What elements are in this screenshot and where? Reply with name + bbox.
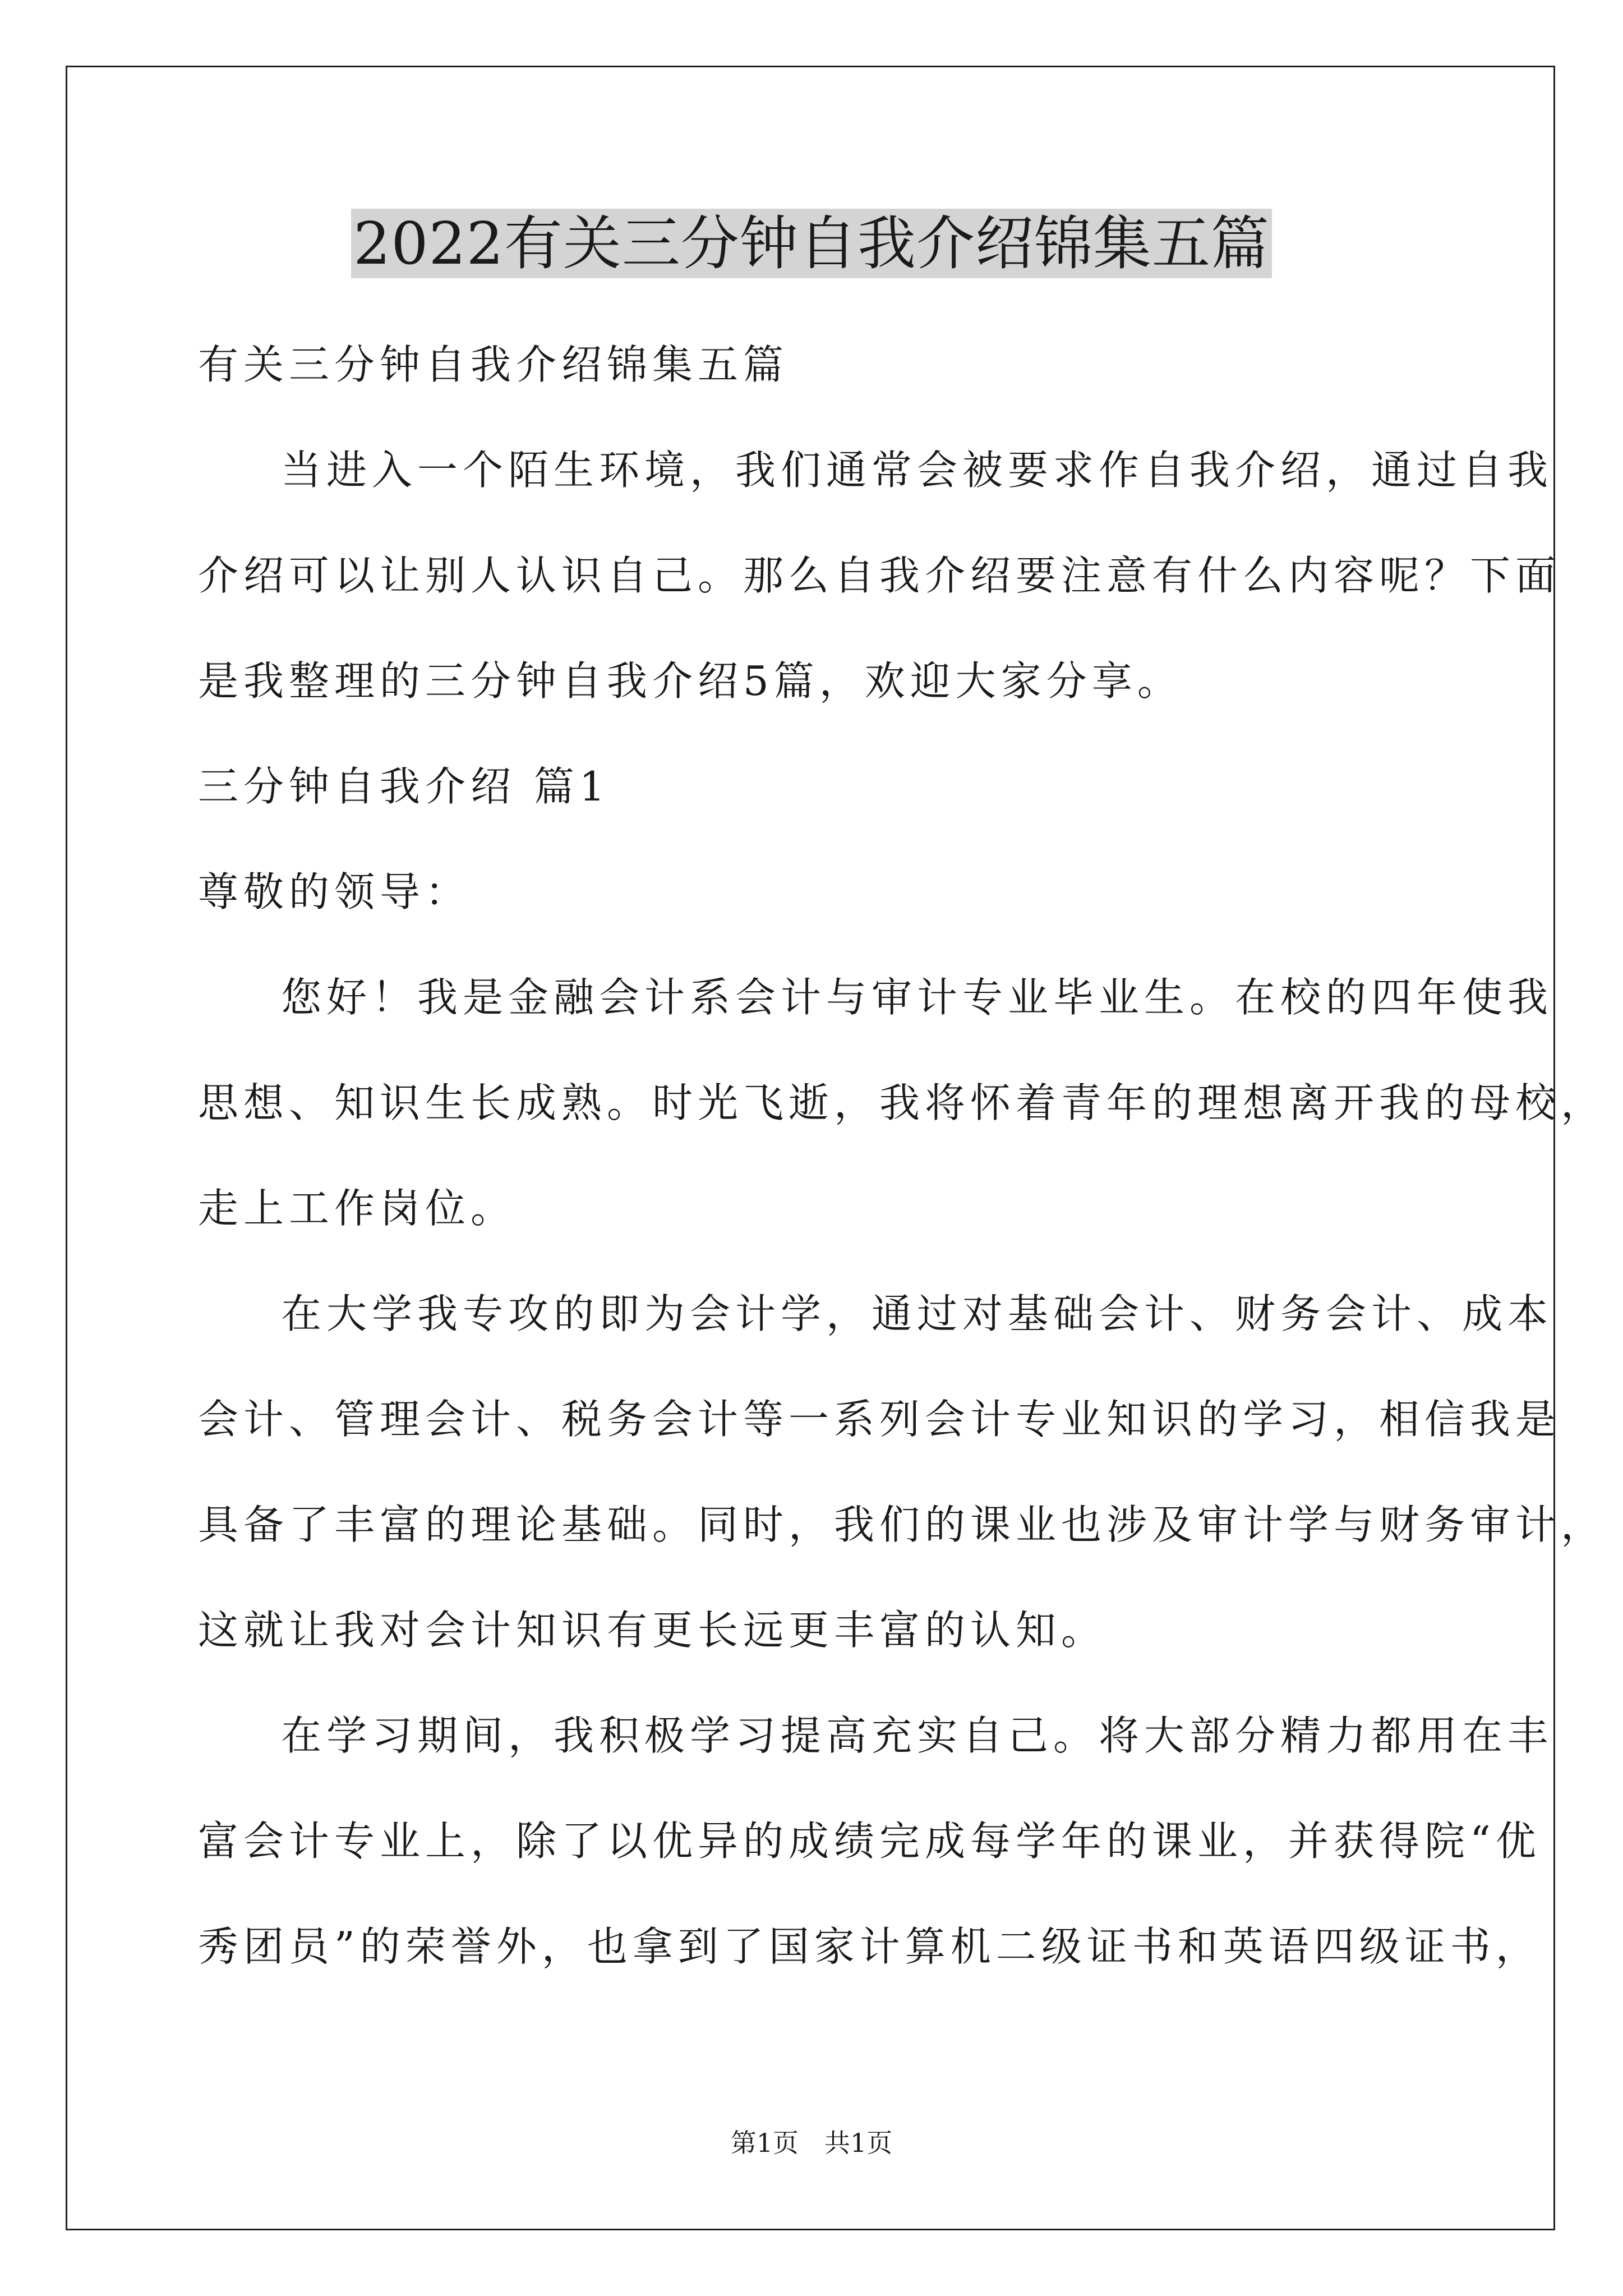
body-line: 当进入一个陌生环境，我们通常会被要求作自我介绍，通过自我: [281, 447, 1553, 494]
body-line: 富会计专业上，除了以优异的成绩完成每学年的课业，并获得院“优: [198, 1818, 1541, 1865]
body-line: 走上工作岗位。: [198, 1185, 517, 1232]
body-line: 在学习期间，我积极学习提高充实自己。将大部分精力都用在丰: [281, 1712, 1553, 1759]
page-total: 共1页: [824, 2128, 893, 2158]
body-line: 在大学我专攻的即为会计学，通过对基础会计、财务会计、成本: [281, 1290, 1553, 1337]
body-line: 具备了丰富的理论基础。同时，我们的课业也涉及审计学与财务审计，: [198, 1501, 1607, 1548]
document-body: [198, 312, 1607, 1999]
body-line: 有关三分钟自我介绍锦集五篇: [198, 341, 789, 388]
body-line: 思想、知识生长成熟。时光飞逝，我将怀着青年的理想离开我的母校，: [198, 1079, 1607, 1126]
body-line: 您好！我是金融会计系会计与审计专业毕业生。在校的四年使我: [281, 974, 1553, 1021]
page-number: 第1页: [730, 2128, 799, 2158]
body-line: 会计、管理会计、税务会计等一系列会计专业知识的学习，相信我是: [198, 1396, 1561, 1443]
section-heading: 三分钟自我介绍 篇1: [198, 763, 610, 810]
body-line: 这就让我对会计知识有更长远更丰富的认知。: [198, 1607, 1107, 1654]
body-line: 是我整理的三分钟自我介绍5篇，欢迎大家分享。: [198, 657, 1183, 705]
document-title: 2022有关三分钟自我介绍锦集五篇: [351, 209, 1272, 278]
title-container: [0, 209, 1623, 278]
page-footer: [0, 2126, 1623, 2160]
body-line: 秀团员”的荣誉外，也拿到了国家计算机二级证书和英语四级证书，: [198, 1923, 1541, 1970]
salutation: 尊敬的领导：: [198, 868, 471, 915]
body-line: 介绍可以让别人认识自己。那么自我介绍要注意有什么内容呢？下面: [198, 552, 1561, 599]
